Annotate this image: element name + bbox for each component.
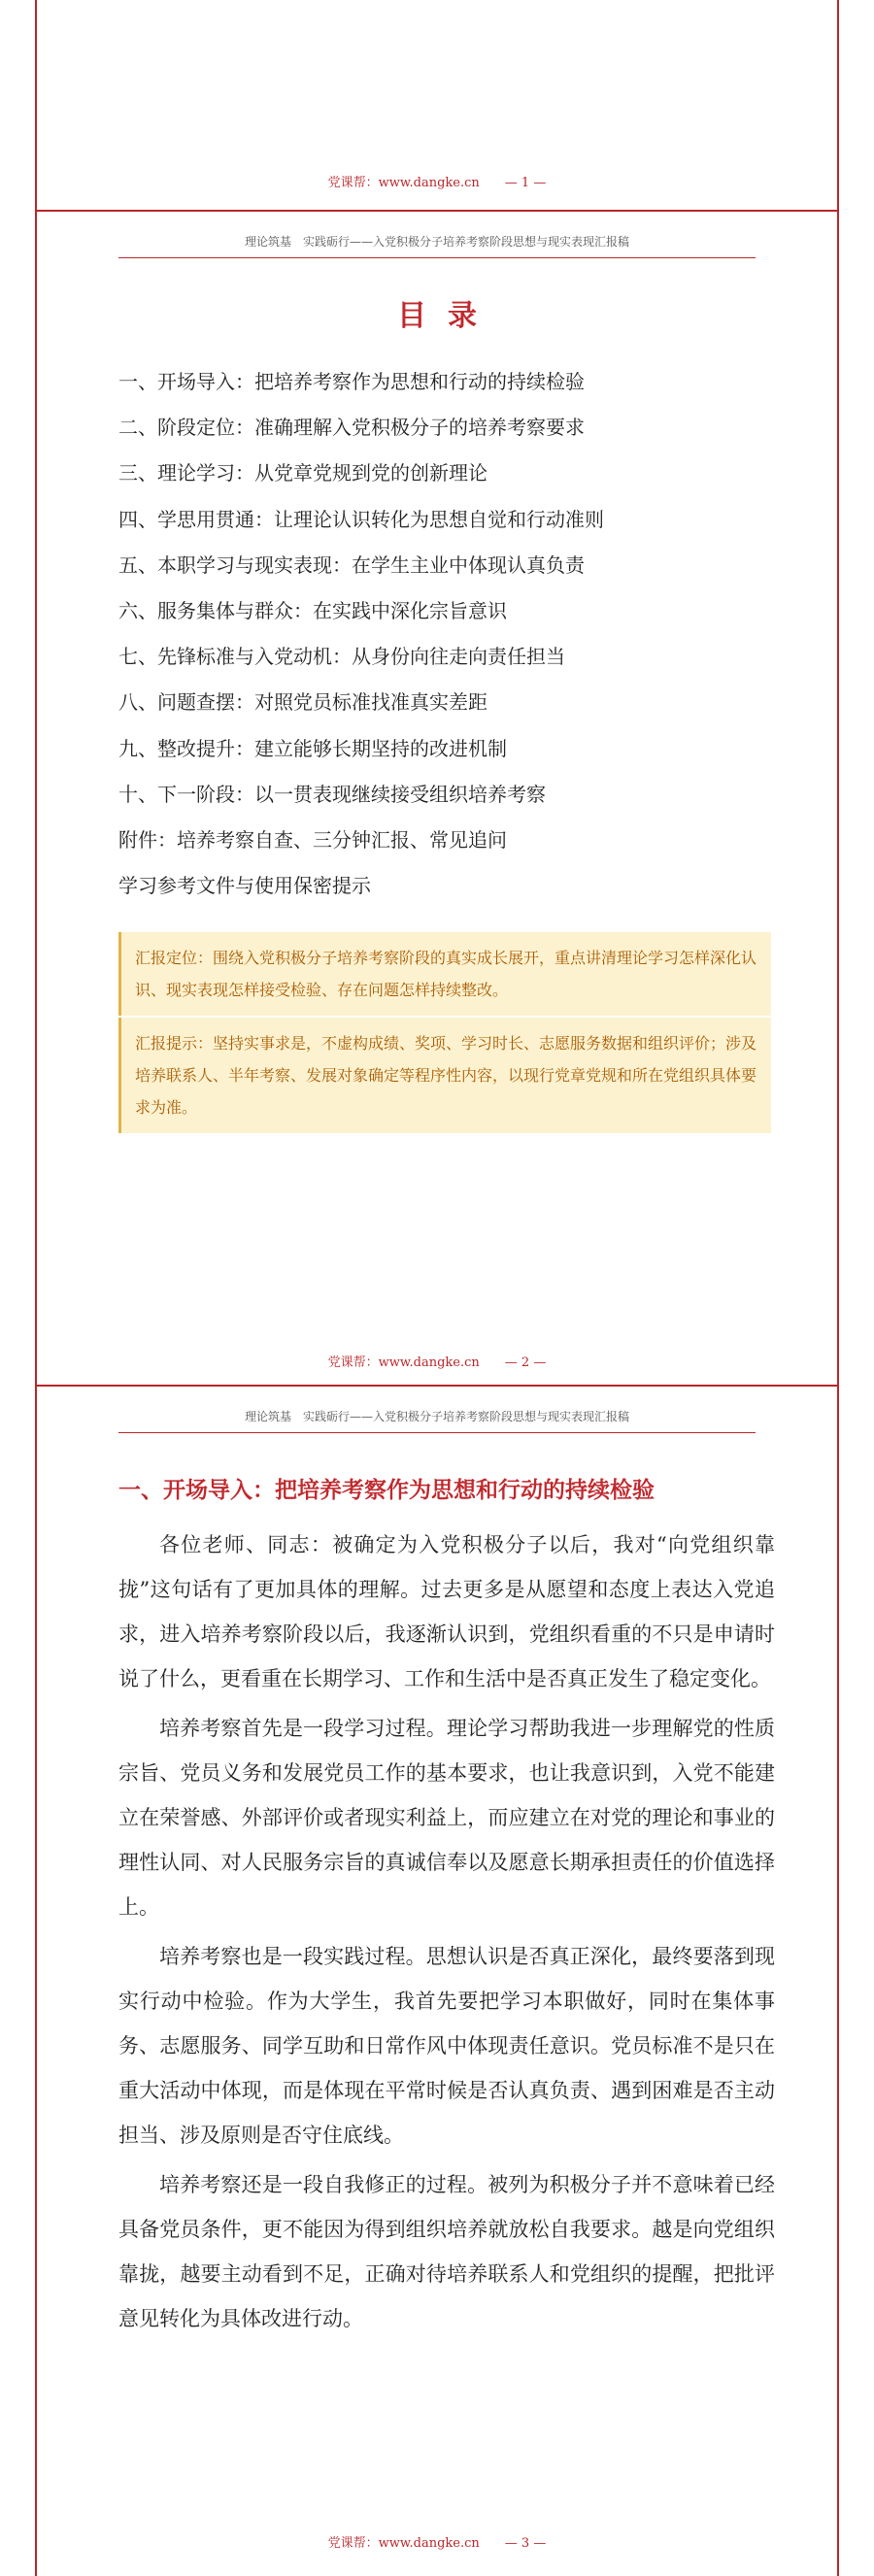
toc-item[interactable]: 附件：培养考察自查、三分钟汇报、常见追问 <box>118 828 507 853</box>
body-paragraph: 培养考察还是一段自我修正的过程。被列为积极分子并不意味着已经具备党员条件，更不能因为得到组织培养就放松自我要求。越是向党组织靠拢，越要主动看到不足，正确对待培养联系人和党组织的提醒，把批评意见转化为具体改进行动。 <box>118 2173 775 2330</box>
section-title: 一、开场导入：把培养考察作为思想和行动的持续检验 <box>118 1478 655 1503</box>
toc-item[interactable]: 一、开场导入：把培养考察作为思想和行动的持续检验 <box>118 370 585 393</box>
page-header: 理论筑基 实践砺行——入党积极分子培养考察阶段思想与现实表现汇报稿 <box>118 233 756 258</box>
toc-title: 目录 <box>397 299 498 333</box>
toc-item[interactable]: 六、服务集体与群众：在实践中深化宗旨意识 <box>118 599 507 623</box>
toc-item[interactable]: 七、先锋标准与入党动机：从身份向往走向责任担当 <box>118 645 565 669</box>
body-paragraph: 各位老师、同志：被确定为入党积极分子以后，我对“向党组织靠拢”这句话有了更加具体的理解。过去更多是从愿望和态度上表达入党追求，进入培养考察阶段以后，我逐渐认识到，党组织看重的不只是申请时说了什么，更看重在长期学习、工作和生活中是否真正发生了稳定变化。 <box>118 1533 775 1690</box>
toc-item[interactable]: 十、下一阶段：以一贯表现继续接受组织培养考察 <box>118 782 546 806</box>
page-footer <box>37 1352 837 1370</box>
page-3 <box>35 1387 839 2576</box>
toc-item[interactable]: 五、本职学习与现实表现：在学生主业中体现认真负责 <box>118 552 585 577</box>
page-number: — 2 — <box>504 1355 547 1370</box>
toc-item[interactable]: 八、问题查摆：对照党员标准找准真实差距 <box>118 690 487 715</box>
report-tips-note: 汇报提示：坚持实事求是，不虚构成绩、奖项、学习时长、志愿服务数据和组织评价；涉及培养联系人、半年考察、发展对象确定等程序性内容，以现行党章党规和所在党组织具体要求为准。 <box>118 1018 771 1133</box>
page-footer <box>37 172 837 190</box>
page-2 <box>35 212 839 1387</box>
page-number: — 3 — <box>504 2536 547 2551</box>
body-paragraph: 培养考察也是一段实践过程。思想认识是否真正深化，最终要落到现实行动中检验。作为大学生，我首先要把学习本职做好，同时在集体事务、志愿服务、同学互助和日常作风中体现责任意识。党员标准不是只在重大活动中体现，而是体现在平常时候是否认真负责、遇到困难是否主动担当、涉及原则是否守住底线。 <box>118 1945 775 2147</box>
section-body <box>118 1522 775 2346</box>
toc-item[interactable]: 学习参考文件与使用保密提示 <box>118 874 371 898</box>
toc-item[interactable]: 三、理论学习：从党章党规到党的创新理论 <box>118 461 487 485</box>
page-header: 理论筑基 实践砺行——入党积极分子培养考察阶段思想与现实表现汇报稿 <box>118 1408 756 1433</box>
toc-list <box>118 359 604 909</box>
page-footer <box>37 2532 837 2551</box>
footer-brand: 党课帮：www.dangke.cn <box>327 176 480 190</box>
toc-item[interactable]: 四、学思用贯通：让理论认识转化为思想自觉和行动准则 <box>118 507 604 531</box>
footer-brand: 党课帮：www.dangke.cn <box>327 1355 480 1370</box>
footer-brand: 党课帮：www.dangke.cn <box>327 2536 480 2551</box>
page-number: — 1 — <box>504 176 547 190</box>
body-paragraph: 培养考察首先是一段学习过程。理论学习帮助我进一步理解党的性质宗旨、党员义务和发展党员工作的基本要求，也让我意识到，入党不能建立在荣誉感、外部评价或者现实利益上，而应建立在对党的理论和事业的理性认同、对人民服务宗旨的真诚信奉以及愿意长期承担责任的价值选择上。 <box>118 1717 775 1919</box>
toc-item[interactable]: 九、整改提升：建立能够长期坚持的改进机制 <box>118 736 507 760</box>
toc-item[interactable]: 二、阶段定位：准确理解入党积极分子的培养考察要求 <box>118 416 585 440</box>
page-1 <box>35 0 839 212</box>
report-positioning-note: 汇报定位：围绕入党积极分子培养考察阶段的真实成长展开，重点讲清理论学习怎样深化认识、现实表现怎样接受检验、存在问题怎样持续整改。 <box>118 932 771 1016</box>
